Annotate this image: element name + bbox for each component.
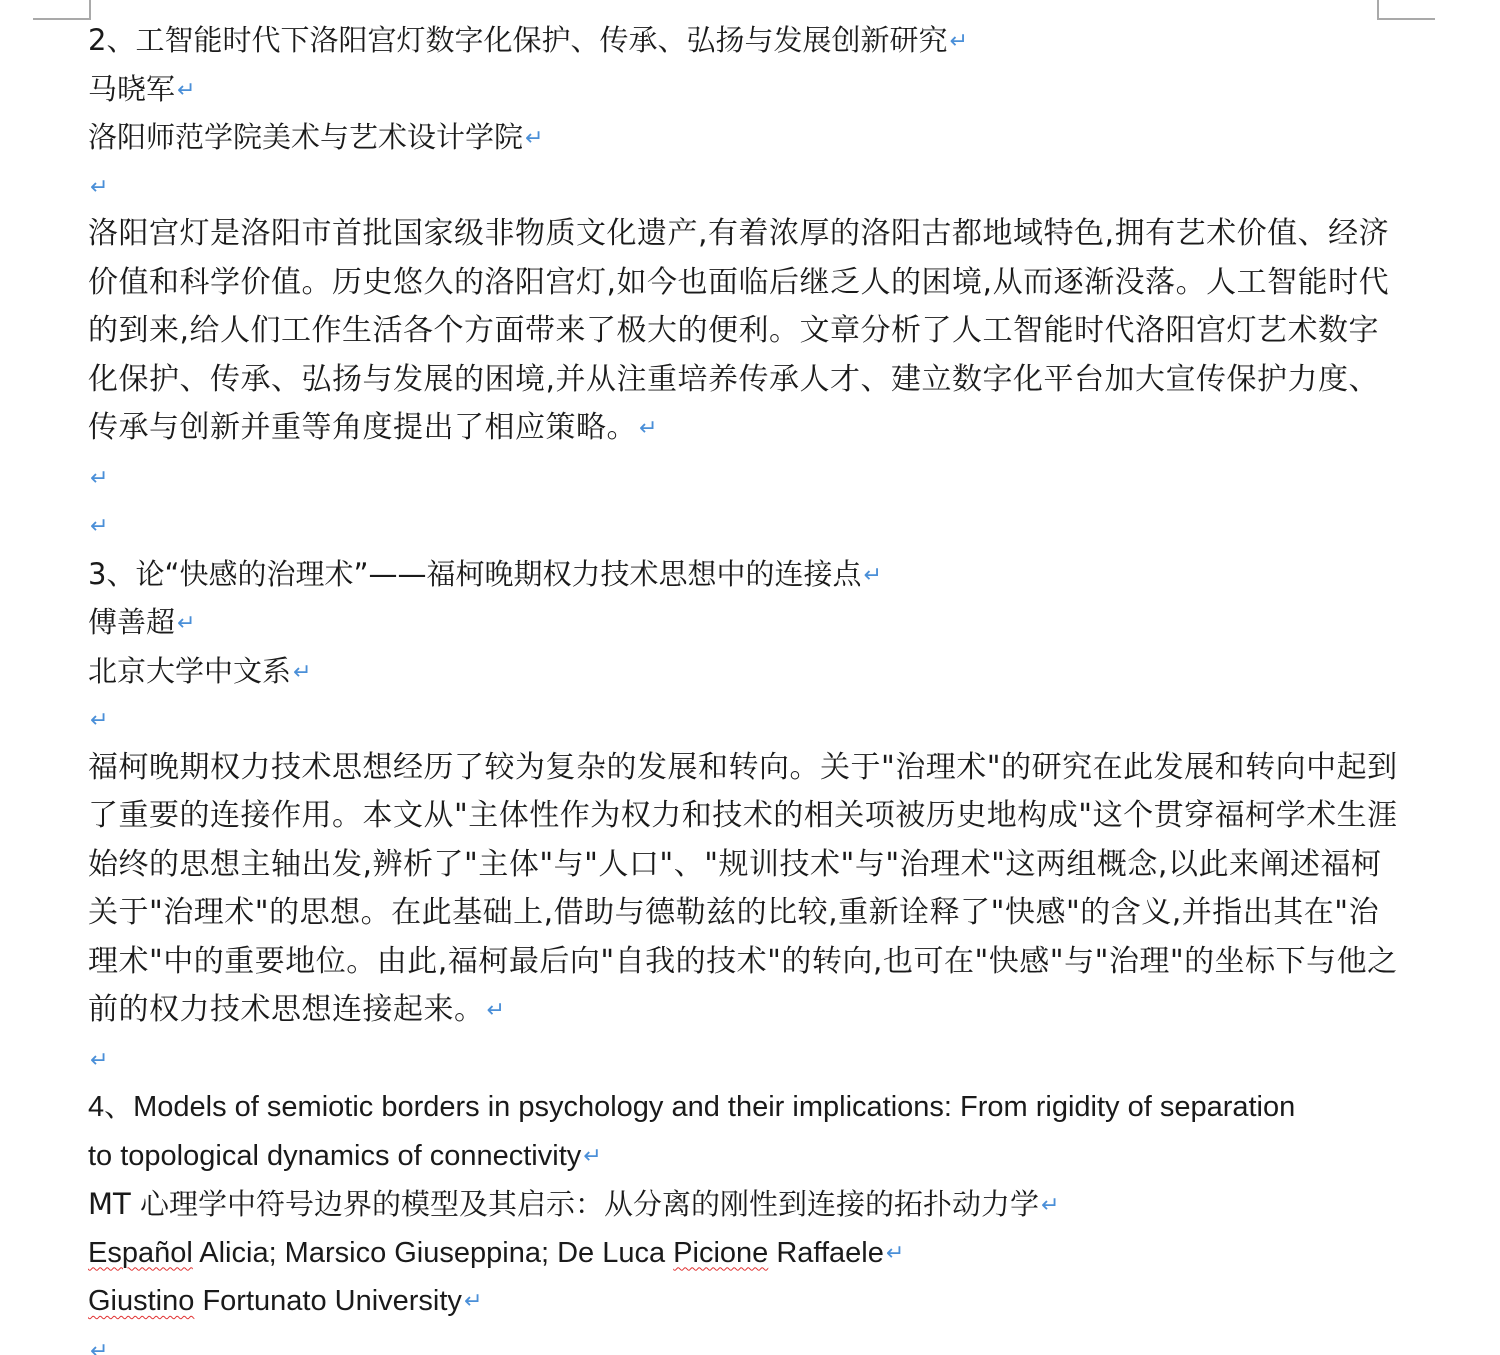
paragraph-mark-icon: ↵ (1040, 1193, 1060, 1218)
paragraph-mark-icon: ↵ (525, 126, 544, 151)
paragraph-mark-icon: ↵ (90, 1047, 109, 1073)
paragraph-mark-icon: ↵ (90, 1338, 109, 1355)
empty-paragraph (88, 453, 1398, 502)
entry-4-authors: Español Alicia; Marsico Giuseppina; De Luca Picione Raffaele↵ (88, 1236, 905, 1269)
paragraph-mark-icon: ↵ (463, 1288, 483, 1313)
paragraph-mark-icon: ↵ (293, 659, 312, 685)
empty-paragraph (88, 695, 1398, 744)
entry-2-affiliation: 洛阳师范学院美术与艺术设计学院↵ (88, 120, 544, 154)
paragraph-mark-icon: ↵ (90, 708, 109, 733)
spellcheck-flagged-word[interactable]: Picione (673, 1236, 769, 1269)
paragraph-mark-icon: ↵ (90, 465, 109, 491)
paragraph-mark-icon: ↵ (583, 1142, 602, 1168)
paragraph-mark-icon: ↵ (949, 29, 968, 54)
spellcheck-flagged-word[interactable]: Giustino (88, 1285, 195, 1317)
empty-paragraph (88, 1035, 1398, 1084)
entry-3-affiliation: 北京大学中文系↵ (88, 653, 312, 688)
paragraph-mark-icon: ↵ (177, 77, 196, 103)
entry-3-abstract: 福柯晚期权力技术思想经历了较为复杂的发展和转向。关于"治理术"的研究在此发展和转向中起到了重要的连接作用。本文从"主体性作为权力和技术的相关项被历史地构成"这个贯穿福柯学术生涯始终的思想主轴出发,辨析了"主体"与"人口"、"规训技术"与"治理术"这两组概念,以此来阐述福柯关于"治理术"的思想。在此基础上,借助与德勒兹的比较,重新诠释了"快感"的含义,并指出其在"治理术"中的重要地位。由此,福柯最后向"自我的技术"的转向,也可在"快感"与"治理"的坐标下与他之前的权力技术思想连接起来。↵ (88, 749, 1398, 1027)
entry-3-title: 3、论“快感的治理术”——福柯晚期权力技术思想中的连接点↵ (88, 556, 882, 591)
spellcheck-flagged-word[interactable]: Español (88, 1236, 193, 1269)
paragraph-mark-icon: ↵ (177, 611, 196, 636)
paragraph-mark-icon: ↵ (639, 416, 658, 441)
entry-3-author: 傅善超↵ (88, 605, 196, 639)
page-corner-marker-left (33, 0, 91, 20)
paragraph-mark-icon: ↵ (863, 562, 882, 588)
empty-paragraph (88, 501, 1398, 550)
entry-4-title-en: 4、Models of semiotic borders in psychology and their implications: From rigidity of separation (88, 1091, 1296, 1123)
paragraph-mark-icon: ↵ (885, 1239, 905, 1265)
paragraph-mark-icon: ↵ (486, 998, 506, 1023)
paragraph-mark-icon: ↵ (90, 174, 109, 200)
entry-4-affiliation: Giustino Fortunato University↵ (88, 1285, 483, 1317)
paragraph-mark-icon: ↵ (90, 514, 109, 539)
entry-4-title-en-continued: to topological dynamics of connectivity↵ (88, 1139, 602, 1172)
empty-paragraph (88, 1326, 1398, 1355)
empty-paragraph (88, 162, 1398, 211)
entry-2-author: 马晓军↵ (88, 71, 196, 106)
entry-4-title-zh: MT 心理学中符号边界的模型及其启示：从分离的刚性到连接的拓扑动力学↵ (88, 1187, 1060, 1221)
entry-2-title: 2、工智能时代下洛阳宫灯数字化保护、传承、弘扬与发展创新研究↵ (88, 23, 968, 57)
document-page (88, 16, 1398, 1355)
entry-2-abstract: 洛阳宫灯是洛阳市首批国家级非物质文化遗产,有着浓厚的洛阳古都地域特色,拥有艺术价值、经济价值和科学价值。历史悠久的洛阳宫灯,如今也面临后继乏人的困境,从而逐渐没落。人工智能时代的到来,给人们工作生活各个方面带来了极大的便利。文章分析了人工智能时代洛阳宫灯艺术数字化保护、传承、弘扬与发展的困境,并从注重培养传承人才、建立数字化平台加大宣传保护力度、传承与创新并重等角度提出了相应策略。↵ (88, 216, 1390, 445)
